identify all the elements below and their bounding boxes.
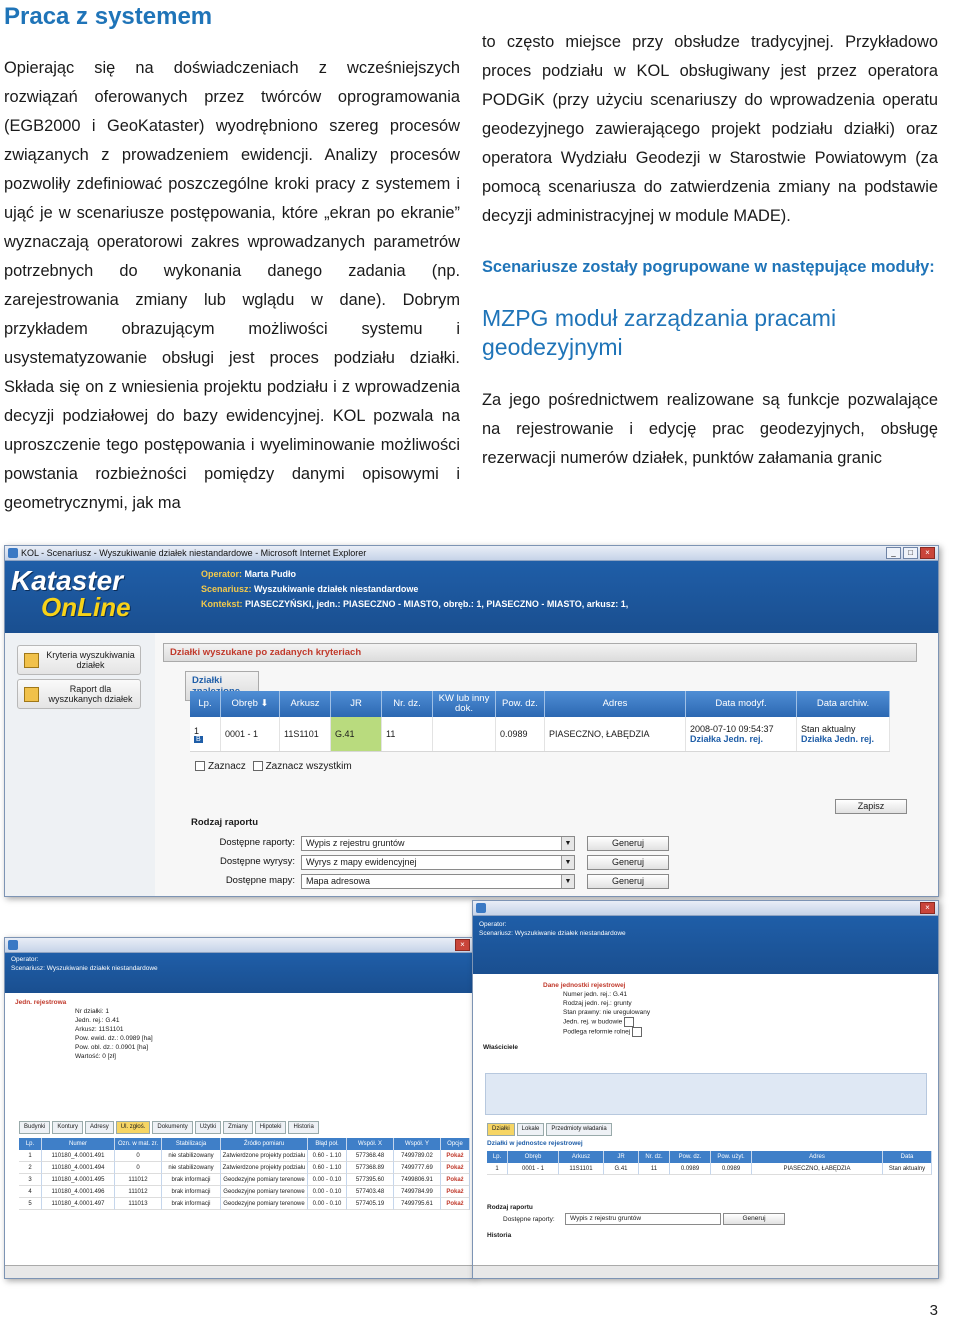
grid-header-cell[interactable]: Adres <box>752 1151 883 1163</box>
drawings-label: Dostępne wyrysy: <box>220 856 295 867</box>
menu-label: Raport dla wyszukanych działek <box>48 684 133 704</box>
grid-cell: 7499789.02 <box>394 1150 441 1162</box>
modules-subheading: Scenariusze zostały pogrupowane w następujące moduły: <box>482 258 935 276</box>
drawings-select[interactable] <box>301 855 575 870</box>
data-archiw-value: Stan aktualny <box>801 724 856 734</box>
tab-przedmioty[interactable]: Przedmioty władania <box>546 1123 611 1136</box>
grid-cell: Geodezyjne pomiary terenowe <box>221 1198 308 1210</box>
grid-cell: 0.60 - 1.10 <box>308 1150 347 1162</box>
grid-cell: 0.60 - 1.10 <box>308 1162 347 1174</box>
save-button[interactable]: Zapisz <box>835 799 907 814</box>
grid-cell: Geodezyjne pomiary terenowe <box>221 1174 308 1186</box>
col-data-modyf[interactable]: Data modyf. <box>686 691 797 717</box>
grid-cell: 110180_4.0001.494 <box>42 1162 115 1174</box>
grid-header-cell[interactable]: Lp. <box>487 1151 508 1163</box>
tab-lokale[interactable]: Lokale <box>517 1123 545 1136</box>
sub1-field: Arkusz: 11S1101 <box>75 1026 124 1033</box>
sub1-table <box>19 1138 470 1210</box>
grid-header-cell[interactable]: Pow. dz. <box>670 1151 711 1163</box>
grid-cell: 0001 - 1 <box>508 1163 559 1175</box>
sub1-scenario: Scenariusz: Wyszukiwanie działek niestandardowe <box>11 965 158 972</box>
sub2-fields <box>483 981 923 1052</box>
side-menu <box>5 633 156 896</box>
sub2-titlebar <box>473 901 938 916</box>
sub1-tabs <box>19 1121 321 1134</box>
grid-cell: 3 <box>19 1174 42 1186</box>
tab-historia[interactable]: Historia <box>288 1121 318 1134</box>
results-table-header <box>190 691 890 717</box>
generate-drawing-button[interactable]: Generuj <box>587 855 669 870</box>
grid-header-cell[interactable]: Błąd poł. <box>308 1138 347 1150</box>
folder-icon <box>24 653 39 668</box>
grid-cell: 0.0989 <box>670 1163 711 1175</box>
chevron-down-icon: ▼ <box>561 875 574 888</box>
table-row[interactable] <box>19 1150 470 1162</box>
table-row[interactable] <box>19 1186 470 1198</box>
grid-cell: 11 <box>639 1163 670 1175</box>
tab-dokumenty[interactable]: Dokumenty <box>152 1121 192 1134</box>
grid-cell: nie stabilizowany <box>162 1150 221 1162</box>
grid-cell: 110180_4.0001.496 <box>42 1186 115 1198</box>
sub2-field-text: Jedn. rej. w budowie <box>563 1018 623 1026</box>
grid-cell: 110180_4.0001.495 <box>42 1174 115 1186</box>
sub1-field: Pow. obl. dz.: 0.0901 [ha] <box>75 1044 148 1051</box>
page-number: 3 <box>929 1302 938 1319</box>
sub2-field: Numer jedn. rej.: G.41 <box>563 991 627 998</box>
reports-label: Dostępne raporty: <box>219 837 295 848</box>
cell-kw <box>433 717 496 751</box>
sub2-header <box>473 916 938 974</box>
grid-cell: brak informacji <box>162 1174 221 1186</box>
grid-header-cell[interactable]: Stabilizacja <box>162 1138 221 1150</box>
close-icon[interactable]: × <box>920 547 935 559</box>
grid-cell[interactable]: Pokaż <box>441 1198 470 1210</box>
cell-data-modyf <box>686 717 797 751</box>
sub2-field <box>563 1027 923 1037</box>
sub2-generate-button[interactable]: Generuj <box>723 1213 785 1225</box>
logo-line1: Kataster <box>11 565 124 596</box>
grid-cell: PIASECZNO, ŁABĘDZIA <box>752 1163 883 1175</box>
grid-header-cell[interactable]: Nr. dz. <box>639 1151 670 1163</box>
data-archiw-links[interactable]: Działka Jedn. rej. <box>801 734 875 744</box>
grid-cell: 1 <box>19 1150 42 1162</box>
sub2-table <box>487 1151 932 1175</box>
grid-header-cell[interactable]: Data <box>883 1151 932 1163</box>
land-reform-checkbox[interactable] <box>632 1027 642 1037</box>
kataster-online-logo <box>11 567 139 623</box>
menu-report[interactable] <box>17 679 141 709</box>
table-row[interactable] <box>19 1198 470 1210</box>
grid-cell: 577368.48 <box>347 1150 394 1162</box>
cell-obreb: 0001 - 1 <box>221 717 280 751</box>
right-paragraph: to często miejsce przy obsłudze tradycyjnej. Przykładowo proces podziału w KOL obsługiwany jest przez operatora PODGiK (przy użyciu scenariuszy do wprowadzenia operatu geodezyjnego zawierającego projekt podziału działki) oraz operatora Wydziału Geodezji w Starostwie Powiatowym (za pomocą scenariusza do zatwierdzenia zmiany na podstawie decyzji administracyjnej w module MADE). <box>482 33 938 225</box>
grid-cell: 0 <box>115 1162 162 1174</box>
sub1-titlebar <box>5 938 473 953</box>
menu-search-criteria[interactable] <box>17 645 141 675</box>
right-column <box>482 28 938 473</box>
select-checkbox[interactable] <box>195 761 205 771</box>
tab-adresy[interactable]: Adresy <box>85 1121 114 1134</box>
sub2-tabs <box>487 1123 614 1136</box>
grid-cell: 1 <box>487 1163 508 1175</box>
select-all-checkbox[interactable] <box>253 761 263 771</box>
grid-cell: G.41 <box>604 1163 639 1175</box>
window-title: KOL - Scenariusz - Wyszukiwanie działek niestandardowe - Microsoft Internet Explorer <box>21 548 367 558</box>
content-area <box>155 633 938 896</box>
col-kw[interactable]: KW lub inny dok. <box>433 691 496 717</box>
scenario-label: Scenariusz: <box>201 584 252 594</box>
grid-cell: nie stabilizowany <box>162 1162 221 1174</box>
context-label: Kontekst: <box>201 599 243 609</box>
cell-lp <box>190 717 221 751</box>
grid-header-cell[interactable]: JR <box>604 1151 639 1163</box>
grid-cell[interactable]: Pokaż <box>441 1162 470 1174</box>
tab-ul-zglos[interactable]: Ul. zgłoś. <box>116 1121 151 1134</box>
sub1-fields <box>15 998 455 1061</box>
grid-cell: 110180_4.0001.497 <box>42 1198 115 1210</box>
grid-cell: 0.00 - 0.10 <box>308 1198 347 1210</box>
grid-cell: brak informacji <box>162 1198 221 1210</box>
grid-cell: 577403.48 <box>347 1186 394 1198</box>
col-lp[interactable]: Lp. <box>190 691 221 717</box>
col-adres[interactable]: Adres <box>545 691 686 717</box>
logo-line2: OnLine <box>41 592 131 622</box>
grid-header-cell[interactable]: Opcje <box>441 1138 470 1150</box>
col-arkusz[interactable]: Arkusz <box>280 691 331 717</box>
article-title: Praca z systemem <box>4 3 213 30</box>
grid-cell: Geodezyjne pomiary terenowe <box>221 1186 308 1198</box>
table-row[interactable] <box>19 1162 470 1174</box>
parcels-title: Działki w jednostce rejestrowej <box>487 1140 583 1147</box>
registration-unit-window <box>472 900 939 1279</box>
grid-cell: 0 <box>115 1150 162 1162</box>
sub1-field: Wartość: 0 [zł] <box>75 1053 116 1060</box>
results-panel-title: Działki wyszukane po zadanych kryteriach <box>163 643 917 662</box>
data-modyf-value: 2008-07-10 09:54:37 <box>690 724 774 734</box>
generate-map-button[interactable]: Generuj <box>587 874 669 889</box>
chevron-down-icon: ▼ <box>561 837 574 850</box>
grid-cell: 0.00 - 0.10 <box>308 1186 347 1198</box>
cell-jr: G.41 <box>331 717 382 751</box>
maps-select-value: Mapa adresowa <box>306 876 371 886</box>
owners-box <box>485 1073 927 1115</box>
grid-cell: 111012 <box>115 1174 162 1186</box>
grid-cell: 577405.19 <box>347 1198 394 1210</box>
sub2-field: Rodzaj jedn. rej.: grunty <box>563 1000 632 1007</box>
main-window <box>4 545 939 897</box>
maximize-icon[interactable]: □ <box>903 547 918 559</box>
grid-cell: 111012 <box>115 1186 162 1198</box>
col-obreb-label: Obręb <box>231 698 258 709</box>
reports-select[interactable] <box>301 836 575 851</box>
sub1-operator: Operator: <box>11 956 39 963</box>
report-section-title: Rodzaj raportu <box>191 817 259 828</box>
grid-cell: 110180_4.0001.491 <box>42 1150 115 1162</box>
tab-zmiany[interactable]: Zmiany <box>223 1121 253 1134</box>
grid-cell: 7499777.69 <box>394 1162 441 1174</box>
grid-cell: 577368.89 <box>347 1162 394 1174</box>
grid-header-cell[interactable]: Współ. Y <box>394 1138 441 1150</box>
grid-cell: 0.0989 <box>711 1163 752 1175</box>
grid-cell: 0.00 - 0.10 <box>308 1174 347 1186</box>
module-paragraph: Za jego pośrednictwem realizowane są funkcje pozwalające na rejestrowanie i edycję prac geodezyjnych, obsługę rezerwacji numerów działek, punktów załamania granic <box>482 391 938 467</box>
found-title: Działki <box>185 671 259 701</box>
in-construction-checkbox[interactable] <box>624 1017 634 1027</box>
bookmark-icon[interactable]: B <box>196 735 201 743</box>
context-value: PIASECZYŃSKI, jedn.: PIASECZNO - MIASTO, obręb.: 1, PIASECZNO - MIASTO, arkusz: 1, <box>245 599 629 609</box>
grid-cell: brak informacji <box>162 1186 221 1198</box>
tab-uzytki[interactable]: Użytki <box>195 1121 221 1134</box>
operator-label: Operator: <box>201 569 243 579</box>
grid-header <box>487 1151 932 1163</box>
reports-select-value: Wypis z rejestru gruntów <box>306 838 405 848</box>
grid-cell: 2 <box>19 1162 42 1174</box>
sort-down-icon: ⬇ <box>260 698 269 709</box>
tab-kontury[interactable]: Kontury <box>52 1121 83 1134</box>
table-row[interactable] <box>19 1174 470 1186</box>
grid-cell: Stan aktualny <box>883 1163 932 1175</box>
browser-icon <box>8 548 18 558</box>
sub2-operator: Operator: <box>479 921 507 928</box>
folder-icon <box>24 687 39 702</box>
tab-hipoteki[interactable]: Hipoteki <box>255 1121 287 1134</box>
grid-cell: 11S1101 <box>559 1163 604 1175</box>
maps-label: Dostępne mapy: <box>225 875 295 886</box>
grid-header-cell[interactable]: Pow. użyt. <box>711 1151 752 1163</box>
table-row[interactable] <box>190 717 890 752</box>
grid-cell: 577395.60 <box>347 1174 394 1186</box>
cell-arkusz: 11S1101 <box>280 717 331 751</box>
cell-nr-dz: 11 <box>382 717 433 751</box>
grid-cell: 7499784.99 <box>394 1186 441 1198</box>
grid-cell: 111013 <box>115 1198 162 1210</box>
close-icon[interactable]: × <box>455 939 470 951</box>
left-paragraph: Opierając się na doświadczeniach z wcześniejszych rozwiązań oferowanych przez twórców oprogramowania (EGB2000 i GeoKataster) wyodrębniono szereg procesów związanych z prowadzeniem ewidencji. Analizy procesów pozwoliły zdefiniować poszczególne kroki pracy z systemem i ująć je w scenariusze postępowania, które „ekran po ekranie” wyznaczają operatorowi zakres wprowadzanych parametrów potrzebnych do wykonania danego zadania (np. zarejestrowania zmiany lub wglądu w dane). Dobrym przykładem obrazującym możliwości systemu i usystematyzowanie obsługi jest proces podziału działki. Składa się on z wniesienia projektu podziału i z wprowadzenia decyzji podziałowej do bazy ewidencyjnej. KOL pozwala na uproszczenie tego postępowania i wyeliminowanie możliwości powstania rozbieżności pomiędzy danymi opisowymi i geometrycznymi, jak ma <box>4 59 460 512</box>
selection-controls <box>195 761 352 772</box>
operator-value: Marta Pudło <box>244 569 297 579</box>
grid-header-cell[interactable]: Współ. X <box>347 1138 394 1150</box>
sub1-section: Jedn. rejestrowa <box>15 999 67 1006</box>
context-info <box>201 567 628 612</box>
sub2-statusbar <box>473 1265 938 1278</box>
tab-dzialki[interactable]: Działki <box>487 1123 515 1136</box>
generate-report-button[interactable]: Generuj <box>587 836 669 851</box>
grid-header <box>19 1138 470 1150</box>
grid-header-cell[interactable]: Lp. <box>19 1138 42 1150</box>
grid-cell: 7499795.61 <box>394 1198 441 1210</box>
menu-label: Kryteria wyszukiwania działek <box>46 650 135 670</box>
sub1-field: Nr działki: 1 <box>75 1008 109 1015</box>
chevron-down-icon: ▼ <box>561 856 574 869</box>
cell-data-archiw <box>797 717 890 751</box>
sub2-section: Dane jednostki rejestrowej <box>543 982 626 989</box>
cell-adres: PIASECZNO, ŁABĘDZIA <box>545 717 686 751</box>
sub1-header <box>5 953 473 993</box>
window-titlebar <box>5 546 938 561</box>
sub2-field-text: Podlega reformie rolnej <box>563 1028 631 1036</box>
sub2-field: Stan prawny: nie uregulowany <box>563 1009 651 1016</box>
grid-cell: 5 <box>19 1198 42 1210</box>
grid-header-cell[interactable]: Ozn. w mat. zr. <box>115 1138 162 1150</box>
screenshot-figure <box>4 545 939 1278</box>
grid-cell[interactable]: Pokaż <box>441 1186 470 1198</box>
grid-header-cell[interactable]: Źródło pomiaru <box>221 1138 308 1150</box>
grid-header-cell[interactable]: Arkusz <box>559 1151 604 1163</box>
table-row[interactable] <box>487 1163 932 1175</box>
sub2-report-title: Rodzaj raportu <box>487 1204 533 1211</box>
sub2-scenario: Scenariusz: Wyszukiwanie działek niestandardowe <box>479 930 626 937</box>
sub2-report-select[interactable] <box>565 1213 721 1225</box>
col-nr-dz[interactable]: Nr. dz. <box>382 691 433 717</box>
minimize-icon[interactable]: _ <box>886 547 901 559</box>
sub1-statusbar <box>5 1265 473 1278</box>
scenario-value: Wyszukiwanie działek niestandardowe <box>254 584 419 594</box>
sub2-history-title: Historia <box>487 1232 512 1239</box>
cell-pow: 0.0989 <box>496 717 545 751</box>
grid-cell: 4 <box>19 1186 42 1198</box>
tab-budynki[interactable]: Budynki <box>19 1121 50 1134</box>
grid-header-cell[interactable]: Numer <box>42 1138 115 1150</box>
col-obreb[interactable] <box>221 691 280 717</box>
sub2-field <box>563 1017 923 1027</box>
browser-icon <box>8 940 18 950</box>
grid-cell: Zatwierdzone projekty podziału <box>221 1150 308 1162</box>
owners-title: Właściciele <box>483 1044 519 1051</box>
close-icon[interactable]: × <box>920 902 935 914</box>
col-data-archiw[interactable]: Data archiw. <box>797 691 890 717</box>
row-lp: 1 <box>194 725 200 736</box>
parcel-details-window <box>4 937 474 1279</box>
select-all-label: Zaznacz wszystkim <box>265 761 352 772</box>
grid-cell[interactable]: Pokaż <box>441 1174 470 1186</box>
browser-icon <box>476 903 486 913</box>
sub2-report-value: Wypis z rejestru gruntów <box>570 1215 642 1222</box>
col-jr[interactable]: JR <box>331 691 382 717</box>
select-label: Zaznacz <box>208 761 246 772</box>
col-pow[interactable]: Pow. dz. <box>496 691 545 717</box>
grid-header-cell[interactable]: Obręb <box>508 1151 559 1163</box>
data-modyf-links[interactable]: Działka Jedn. rej. <box>690 734 764 744</box>
module-heading: MZPG moduł zarządzania pracami geodezyjnymi <box>482 305 837 360</box>
drawings-select-value: Wyrys z mapy ewidencyjnej <box>306 857 417 867</box>
grid-cell: 7499806.91 <box>394 1174 441 1186</box>
left-column <box>4 0 460 518</box>
grid-cell[interactable]: Pokaż <box>441 1150 470 1162</box>
grid-cell: Zatwierdzone projekty podziału <box>221 1162 308 1174</box>
sub1-field: Jedn. rej.: G.41 <box>75 1017 120 1024</box>
app-header <box>5 561 938 633</box>
maps-select[interactable] <box>301 874 575 889</box>
sub1-field: Pow. ewid. dz.: 0.0989 [ha] <box>75 1035 153 1042</box>
sub2-report-label: Dostępne raporty: <box>503 1216 555 1223</box>
